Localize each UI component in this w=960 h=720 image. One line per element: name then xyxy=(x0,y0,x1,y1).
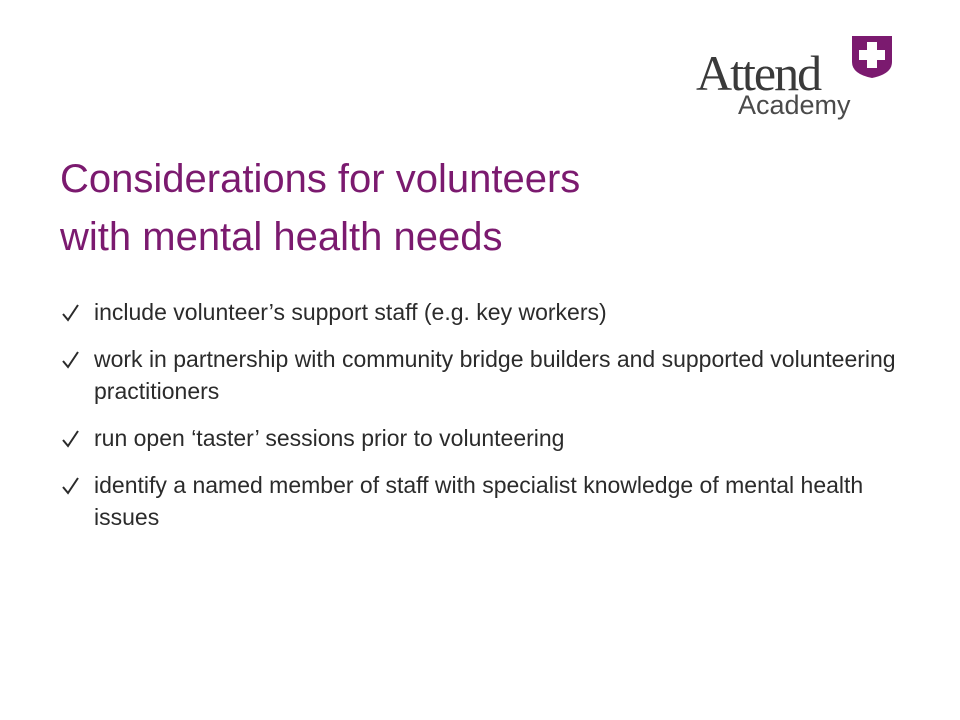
bullet-text: identify a named member of staff with specialist knowledge of mental health issues xyxy=(94,472,864,530)
checkmark-icon xyxy=(60,422,82,454)
title-line-1: Considerations for volunteers xyxy=(60,157,581,201)
attend-academy-logo xyxy=(696,32,902,128)
title-line-2: with mental health needs xyxy=(60,215,503,259)
checkmark-icon xyxy=(60,469,82,501)
checkmark-icon xyxy=(60,343,82,375)
checkmark-icon xyxy=(60,296,82,328)
medical-cross-shield-icon xyxy=(850,34,894,80)
list-item xyxy=(60,296,900,328)
bullet-text: work in partnership with community bridge builders and supported volunteering practitioners xyxy=(94,346,896,404)
bullet-list xyxy=(60,296,900,548)
bullet-text: run open ‘taster’ sessions prior to volunteering xyxy=(94,425,565,451)
logo-brand-text: Attend xyxy=(696,45,821,101)
slide-title xyxy=(60,150,900,266)
list-item xyxy=(60,469,900,533)
bullet-text: include volunteer’s support staff (e.g. key workers) xyxy=(94,299,607,325)
list-item xyxy=(60,422,900,454)
list-item xyxy=(60,343,900,407)
logo-sub-text: Academy xyxy=(738,90,851,120)
